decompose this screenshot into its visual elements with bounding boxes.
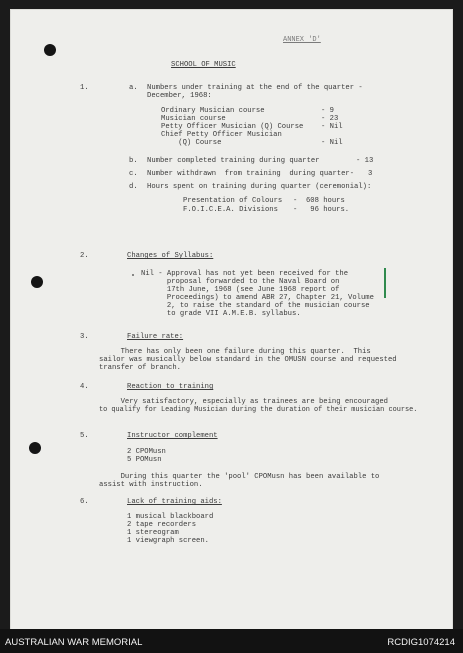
paragraph-line: Proceedings) to amend ABR 27, Chapter 21, Volume (141, 294, 374, 302)
list-item: 5 POMusn (127, 456, 162, 464)
section-number: 3. (80, 333, 89, 341)
paragraph-line: to qualify for Leading Musician during the duration of their musician course. (99, 406, 418, 414)
hours-value: - 96 hours. (293, 206, 350, 214)
course-name: Musician course (161, 115, 226, 123)
item-text: Numbers under training at the end of the quarter - (147, 84, 363, 92)
section-heading: Lack of training aids: (127, 498, 222, 506)
archive-footer (0, 629, 463, 653)
section-number: 4. (80, 383, 89, 391)
punch-hole (44, 44, 56, 56)
course-value: - Nil (321, 139, 343, 147)
list-item: 2 CPOMusn (127, 448, 166, 456)
item-letter: d. (129, 183, 138, 191)
item-letter: a. (129, 84, 138, 92)
bullet-mark (132, 274, 134, 276)
paragraph-line: proposal forwarded to the Naval Board on (141, 278, 340, 286)
course-value: - 9 (321, 107, 334, 115)
course-name: Petty Officer Musician (Q) Course (161, 123, 304, 131)
course-name: Ordinary Musician course (161, 107, 265, 115)
hours-value: - 608 hours (293, 197, 345, 205)
item-value: 3 (368, 170, 373, 178)
punch-hole (31, 276, 43, 288)
section-heading: Changes of Syllabus: (127, 252, 214, 260)
document-page (11, 10, 452, 629)
record-id: RCDIG1074214 (387, 637, 455, 648)
margin-mark (384, 268, 386, 298)
paragraph-line: transfer of branch. (99, 364, 181, 372)
course-name: (Q) Course (161, 139, 222, 147)
section-number: 6. (80, 498, 89, 506)
section-heading: Reaction to training (127, 383, 214, 391)
list-item: 1 stereogram (127, 529, 179, 537)
item-letter: b. (129, 157, 138, 165)
paragraph-line: There has only been one failure during this quarter. This (99, 348, 371, 356)
hours-name: Presentation of Colours (183, 197, 283, 205)
paragraph-line: Nil - Approval has not yet been received for the (141, 270, 349, 278)
paragraph-line: During this quarter the 'pool' CPOMusn has been available to (99, 473, 380, 481)
item-value: - 13 (356, 157, 374, 165)
course-value: - Nil (321, 123, 343, 131)
hours-name: F.O.I.C.E.A. Divisions (183, 206, 278, 214)
document-title: SCHOOL OF MUSIC (171, 61, 236, 69)
list-item: 1 musical blackboard (127, 513, 214, 521)
archive-name: AUSTRALIAN WAR MEMORIAL (5, 637, 143, 648)
section-heading: Instructor complement (127, 432, 218, 440)
list-item: 2 tape recorders (127, 521, 197, 529)
annex-label: ANNEX 'D' (283, 36, 321, 44)
list-item: 1 viewgraph screen. (127, 537, 209, 545)
section-number: 5. (80, 432, 89, 440)
course-name: Chief Petty Officer Musician (161, 131, 282, 139)
item-text: December, 1968: (147, 92, 212, 100)
section-number: 2. (80, 252, 89, 260)
paragraph-line: to grade VII A.M.E.B. syllabus. (141, 310, 301, 318)
section-number: 1. (80, 84, 89, 92)
paragraph-line: 2, to raise the standard of the musician course (141, 302, 370, 310)
course-value: - 23 (321, 115, 339, 123)
item-text: Number completed training during quarter (147, 157, 320, 165)
paragraph-line: 17th June, 1968 (see June 1968 report of (141, 286, 340, 294)
punch-hole (29, 442, 41, 454)
section-heading: Failure rate: (127, 333, 184, 341)
paragraph-line: Very satisfactory, especially as trainees are being encouraged (99, 398, 388, 406)
item-text: Hours spent on training during quarter (ceremonial): (147, 183, 372, 191)
item-text: Number withdrawn from training during quarter- (147, 170, 355, 178)
item-letter: c. (129, 170, 138, 178)
paragraph-line: sailor was musically below standard in the OMUSN course and requested (99, 356, 397, 364)
paragraph-line: assist with instruction. (99, 481, 203, 489)
